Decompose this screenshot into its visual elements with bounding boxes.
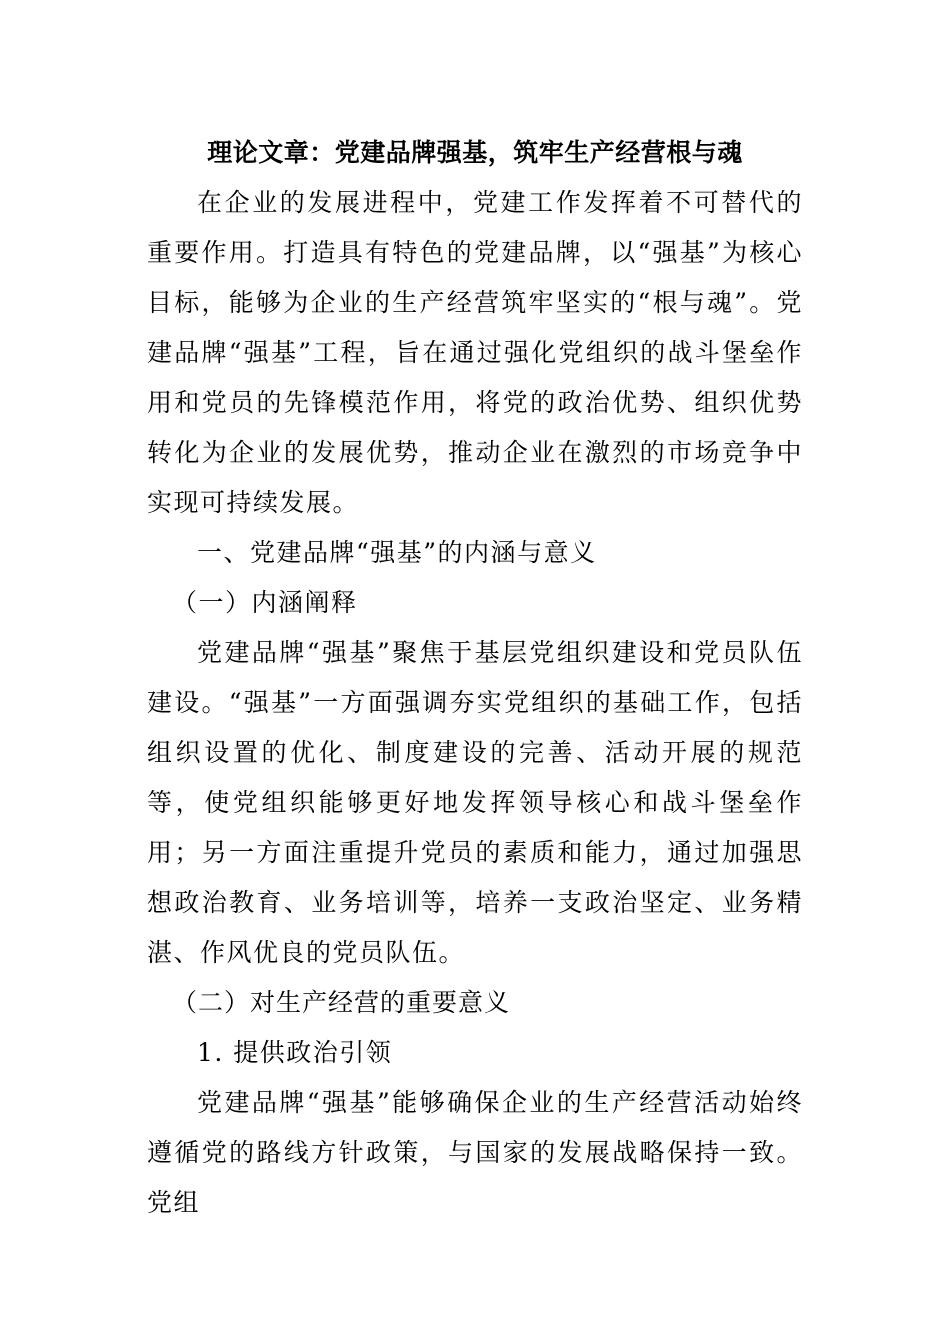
subsection-heading-2: （二）对生产经营的重要意义 (172, 988, 511, 1017)
item-paragraph-1: 党建品牌“强基”能够确保企业的生产经营活动始终遵循党的路线方针政策，与国家的发展战略保持一致。党组 (147, 1088, 803, 1217)
intro-paragraph: 在企业的发展进程中，党建工作发挥着不可替代的重要作用。打造具有特色的党建品牌，以“强基”为核心目标，能够为企业的生产经营筑牢坚实的“根与魂”。党建品牌“强基”工程，旨在通过强化党组织的战斗堡垒作用和党员的先锋模范作用，将党的政治优势、组织优势转化为企业的发展优势，推动企业在激烈的市场竞争中实现可持续发展。 (147, 188, 803, 517)
section-heading-1: 一、党建品牌“强基”的内涵与意义 (197, 538, 597, 567)
subsection-heading-1: （一）内涵阐释 (172, 588, 358, 617)
subsection-paragraph-1: 党建品牌“强基”聚焦于基层党组织建设和党员队伍建设。“强基”一方面强调夯实党组织的基础工作，包括组织设置的优化、制度建设的完善、活动开展的规范等，使党组织能够更好地发挥领导核心和战斗堡垒作用；另一方面注重提升党员的素质和能力，通过加强思想政治教育、业务培训等，培养一支政治坚定、业务精湛、作风优良的党员队伍。 (147, 638, 803, 967)
item-heading-1: 1. 提供政治引领 (197, 1038, 393, 1067)
document-title: 理论文章：党建品牌强基，筑牢生产经营根与魂 (207, 138, 743, 167)
document-body (147, 128, 803, 1228)
